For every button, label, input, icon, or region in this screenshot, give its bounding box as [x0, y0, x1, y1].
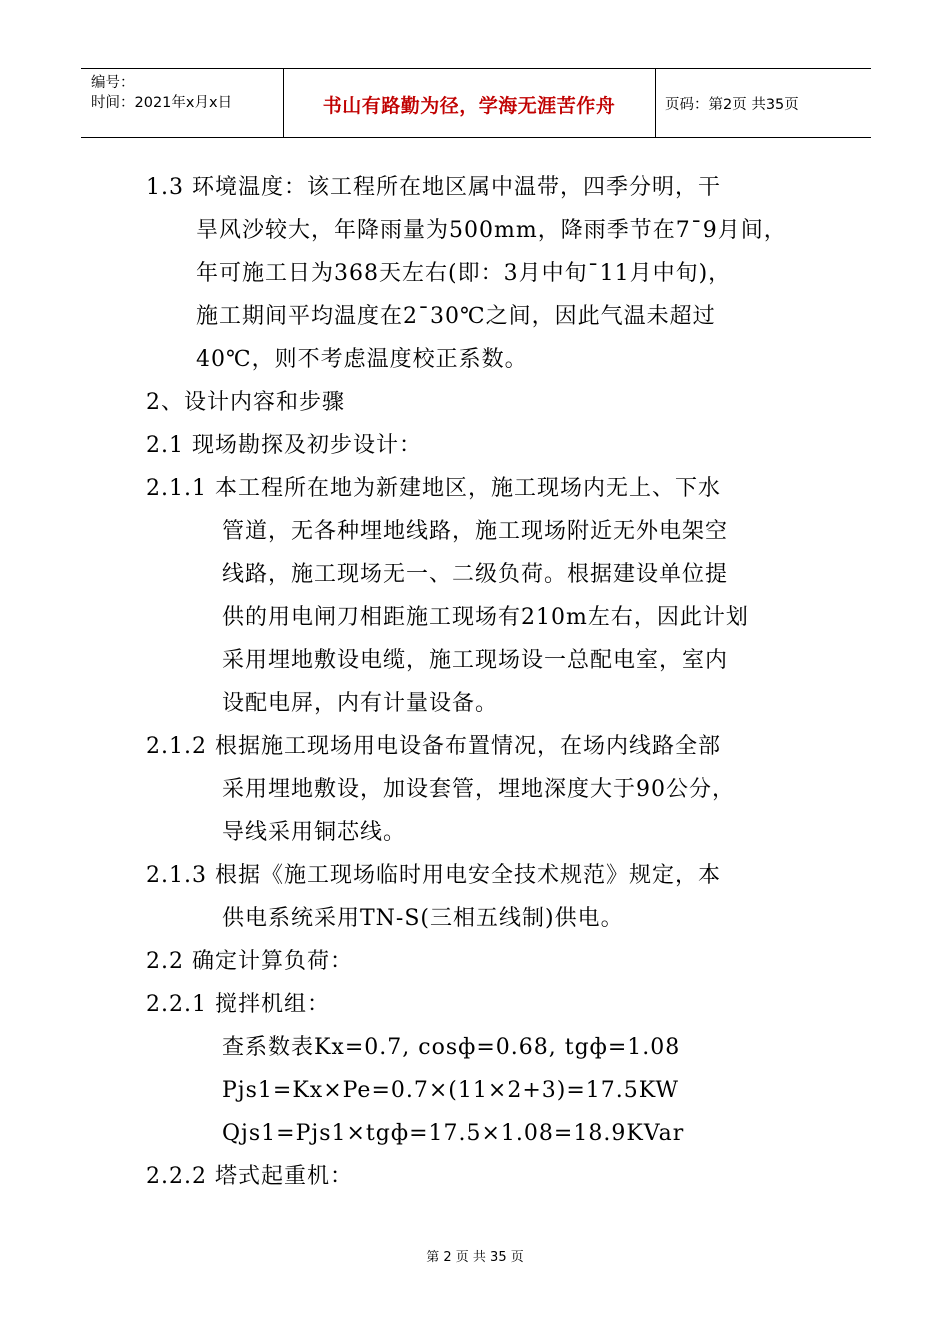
body-line: 线路，施工现场无一、二级负荷。根据建设单位提: [222, 562, 729, 587]
section-heading: 2.2.2 塔式起重机：: [146, 1164, 353, 1189]
body-line: 1.3 环境温度：该工程所在地区属中温带，四季分明，干: [146, 175, 721, 200]
page-footer: 第 2 页 共 35 页: [426, 1250, 524, 1265]
body-line: 年可施工日为368天左右(即：3月中旬¯11月中旬)，: [196, 261, 732, 286]
body-line: 导线采用铜芯线。: [222, 820, 407, 845]
body-line: 管道，无各种埋地线路，施工现场附近无外电架空: [222, 519, 729, 544]
body-line: 供电系统采用TN-S(三相五线制)供电。: [222, 906, 624, 931]
section-heading: 2.2 确定计算负荷：: [146, 949, 353, 974]
body-line: 40℃，则不考虑温度校正系数。: [196, 347, 528, 372]
body-line: 旱风沙较大，年降雨量为500mm，降雨季节在7¯9月间，: [196, 218, 787, 243]
body-line: 2.1.3 根据《施工现场临时用电安全技术规范》规定，本: [146, 863, 721, 888]
body-line: 2.1.2 根据施工现场用电设备布置情况，在场内线路全部: [146, 734, 721, 759]
formula-line: Pjs1=Kx×Pe=0.7×(11×2+3)=17.5KW: [222, 1078, 680, 1103]
header-page-info: 页码：第2页 共35页: [665, 97, 799, 113]
header-meta: [91, 73, 232, 113]
body-line: 采用埋地敷设电缆，施工现场设一总配电室，室内: [222, 648, 729, 673]
document-number-label: 编号：: [91, 75, 135, 91]
body-line: 供的用电闸刀相距施工现场有210m左右，因此计划: [222, 605, 749, 630]
section-heading: 2、设计内容和步骤: [146, 390, 345, 415]
page-header: [81, 68, 871, 138]
header-divider: [655, 69, 656, 137]
header-motto: 书山有路勤为径，学海无涯苦作舟: [322, 95, 616, 117]
document-date: 时间：2021年x月x日: [91, 95, 233, 111]
body-line: 采用埋地敷设，加设套管，埋地深度大于90公分，: [222, 777, 735, 802]
section-heading: 2.1 现场勘探及初步设计：: [146, 433, 422, 458]
formula-line: Qjs1=Pjs1×tgф=17.5×1.08=18.9KVar: [222, 1121, 685, 1146]
body-line: 施工期间平均温度在2¯30℃之间，因此气温未超过: [196, 304, 716, 329]
section-heading: 2.2.1 搅拌机组：: [146, 992, 330, 1017]
body-line: 2.1.1 本工程所在地为新建地区，施工现场内无上、下水: [146, 476, 721, 501]
formula-line: 查系数表Kx=0.7, cosф=0.68, tgф=1.08: [222, 1035, 681, 1060]
body-line: 设配电屏，内有计量设备。: [222, 691, 499, 716]
